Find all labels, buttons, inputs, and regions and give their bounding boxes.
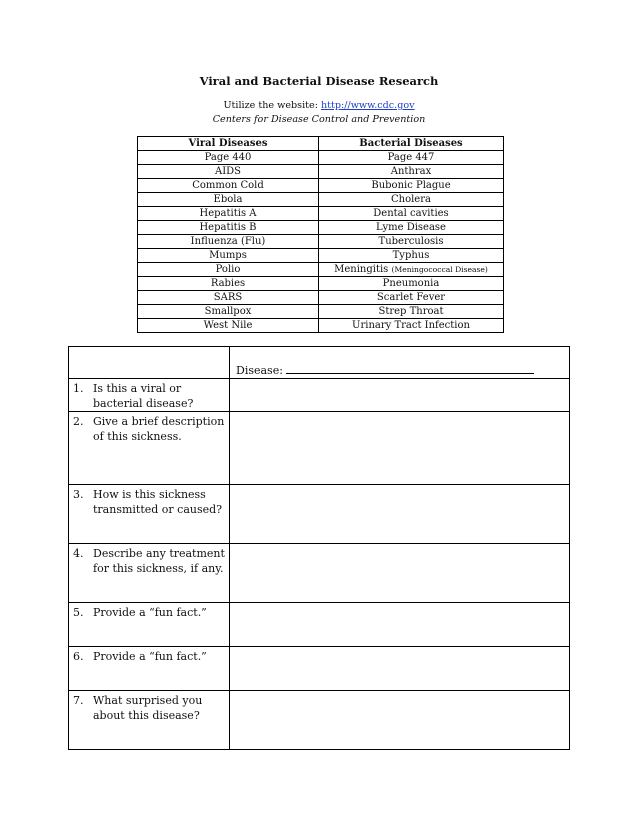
bacterial-cell: Pneumonia [319, 277, 504, 291]
question-row [69, 412, 570, 485]
viral-cell: Hepatitis B [138, 221, 319, 235]
answer-field[interactable] [230, 379, 570, 412]
viral-cell: Ebola [138, 193, 319, 207]
viral-header: Viral Diseases [138, 137, 319, 151]
table-header-row [138, 137, 504, 151]
question-text: What surprised you about this disease? [93, 694, 203, 722]
table-row [138, 221, 504, 235]
bacterial-cell: Strep Throat [319, 305, 504, 319]
question-row [69, 485, 570, 544]
table-row [138, 193, 504, 207]
question-text: How is this sickness transmitted or caused? [93, 488, 223, 516]
question-number: 3. [73, 488, 84, 501]
viral-cell: Influenza (Flu) [138, 235, 319, 249]
table-row [138, 277, 504, 291]
bacterial-cell-meningitis [319, 263, 504, 277]
website-prefix: Utilize the website: [223, 100, 321, 111]
question-cell [69, 485, 230, 544]
bacterial-cell: Typhus [319, 249, 504, 263]
question-number: 7. [73, 694, 84, 707]
table-row [138, 165, 504, 179]
meningitis-label: Meningitis [334, 264, 389, 275]
meningitis-note: (Meningococcal Disease) [391, 265, 488, 274]
question-number: 1. [73, 382, 84, 395]
question-number: 4. [73, 547, 84, 560]
viral-cell: AIDS [138, 165, 319, 179]
question-cell [69, 412, 230, 485]
viral-cell: Rabies [138, 277, 319, 291]
blank-cell [69, 347, 230, 379]
answer-field[interactable] [230, 603, 570, 647]
question-number: 5. [73, 606, 84, 619]
question-row [69, 379, 570, 412]
table-row [138, 319, 504, 333]
question-cell [69, 603, 230, 647]
disease-row [69, 347, 570, 379]
question-text: Describe any treatment for this sickness, if any. [93, 547, 225, 575]
question-text: Provide a “fun fact.” [93, 650, 207, 663]
viral-cell: Hepatitis A [138, 207, 319, 221]
bacterial-cell: Dental cavities [319, 207, 504, 221]
table-row [138, 179, 504, 193]
disease-cell [230, 347, 570, 379]
cdc-link[interactable]: http://www.cdc.gov [320, 100, 415, 111]
viral-cell: SARS [138, 291, 319, 305]
diseases-table [137, 136, 504, 333]
viral-cell: Mumps [138, 249, 319, 263]
table-row [138, 305, 504, 319]
question-cell [69, 647, 230, 691]
viral-cell: Polio [138, 263, 319, 277]
website-line [0, 100, 638, 111]
table-row [138, 263, 504, 277]
viral-page: Page 440 [138, 151, 319, 165]
answer-field[interactable] [230, 412, 570, 485]
question-row [69, 603, 570, 647]
table-row [138, 249, 504, 263]
bacterial-cell: Tuberculosis [319, 235, 504, 249]
table-row [138, 207, 504, 221]
question-text: Provide a “fun fact.” [93, 606, 207, 619]
bacterial-cell: Cholera [319, 193, 504, 207]
page-title: Viral and Bacterial Disease Research [199, 74, 439, 88]
question-number: 6. [73, 650, 84, 663]
question-cell [69, 544, 230, 603]
bacterial-page: Page 447 [319, 151, 504, 165]
table-row [138, 151, 504, 165]
viral-cell: Common Cold [138, 179, 319, 193]
viral-cell: West Nile [138, 319, 319, 333]
bacterial-cell: Lyme Disease [319, 221, 504, 235]
bacterial-cell: Bubonic Plague [319, 179, 504, 193]
question-row [69, 691, 570, 750]
bacterial-cell: Scarlet Fever [319, 291, 504, 305]
answer-field[interactable] [230, 544, 570, 603]
question-row [69, 544, 570, 603]
viral-cell: Smallpox [138, 305, 319, 319]
org-name: Centers for Disease Control and Prevention [212, 114, 426, 125]
question-number: 2. [73, 415, 84, 428]
question-row [69, 647, 570, 691]
answer-field[interactable] [230, 647, 570, 691]
question-cell [69, 379, 230, 412]
research-worksheet [68, 346, 570, 750]
bacterial-cell: Anthrax [319, 165, 504, 179]
disease-input[interactable] [286, 362, 534, 374]
bacterial-header: Bacterial Diseases [319, 137, 504, 151]
answer-field[interactable] [230, 485, 570, 544]
question-text: Give a brief description of this sickness. [93, 415, 225, 443]
answer-field[interactable] [230, 691, 570, 750]
table-row [138, 291, 504, 305]
bacterial-cell: Urinary Tract Infection [319, 319, 504, 333]
disease-label: Disease: [236, 364, 283, 377]
table-row [138, 235, 504, 249]
question-cell [69, 691, 230, 750]
question-text: Is this a viral or bacterial disease? [93, 382, 194, 410]
